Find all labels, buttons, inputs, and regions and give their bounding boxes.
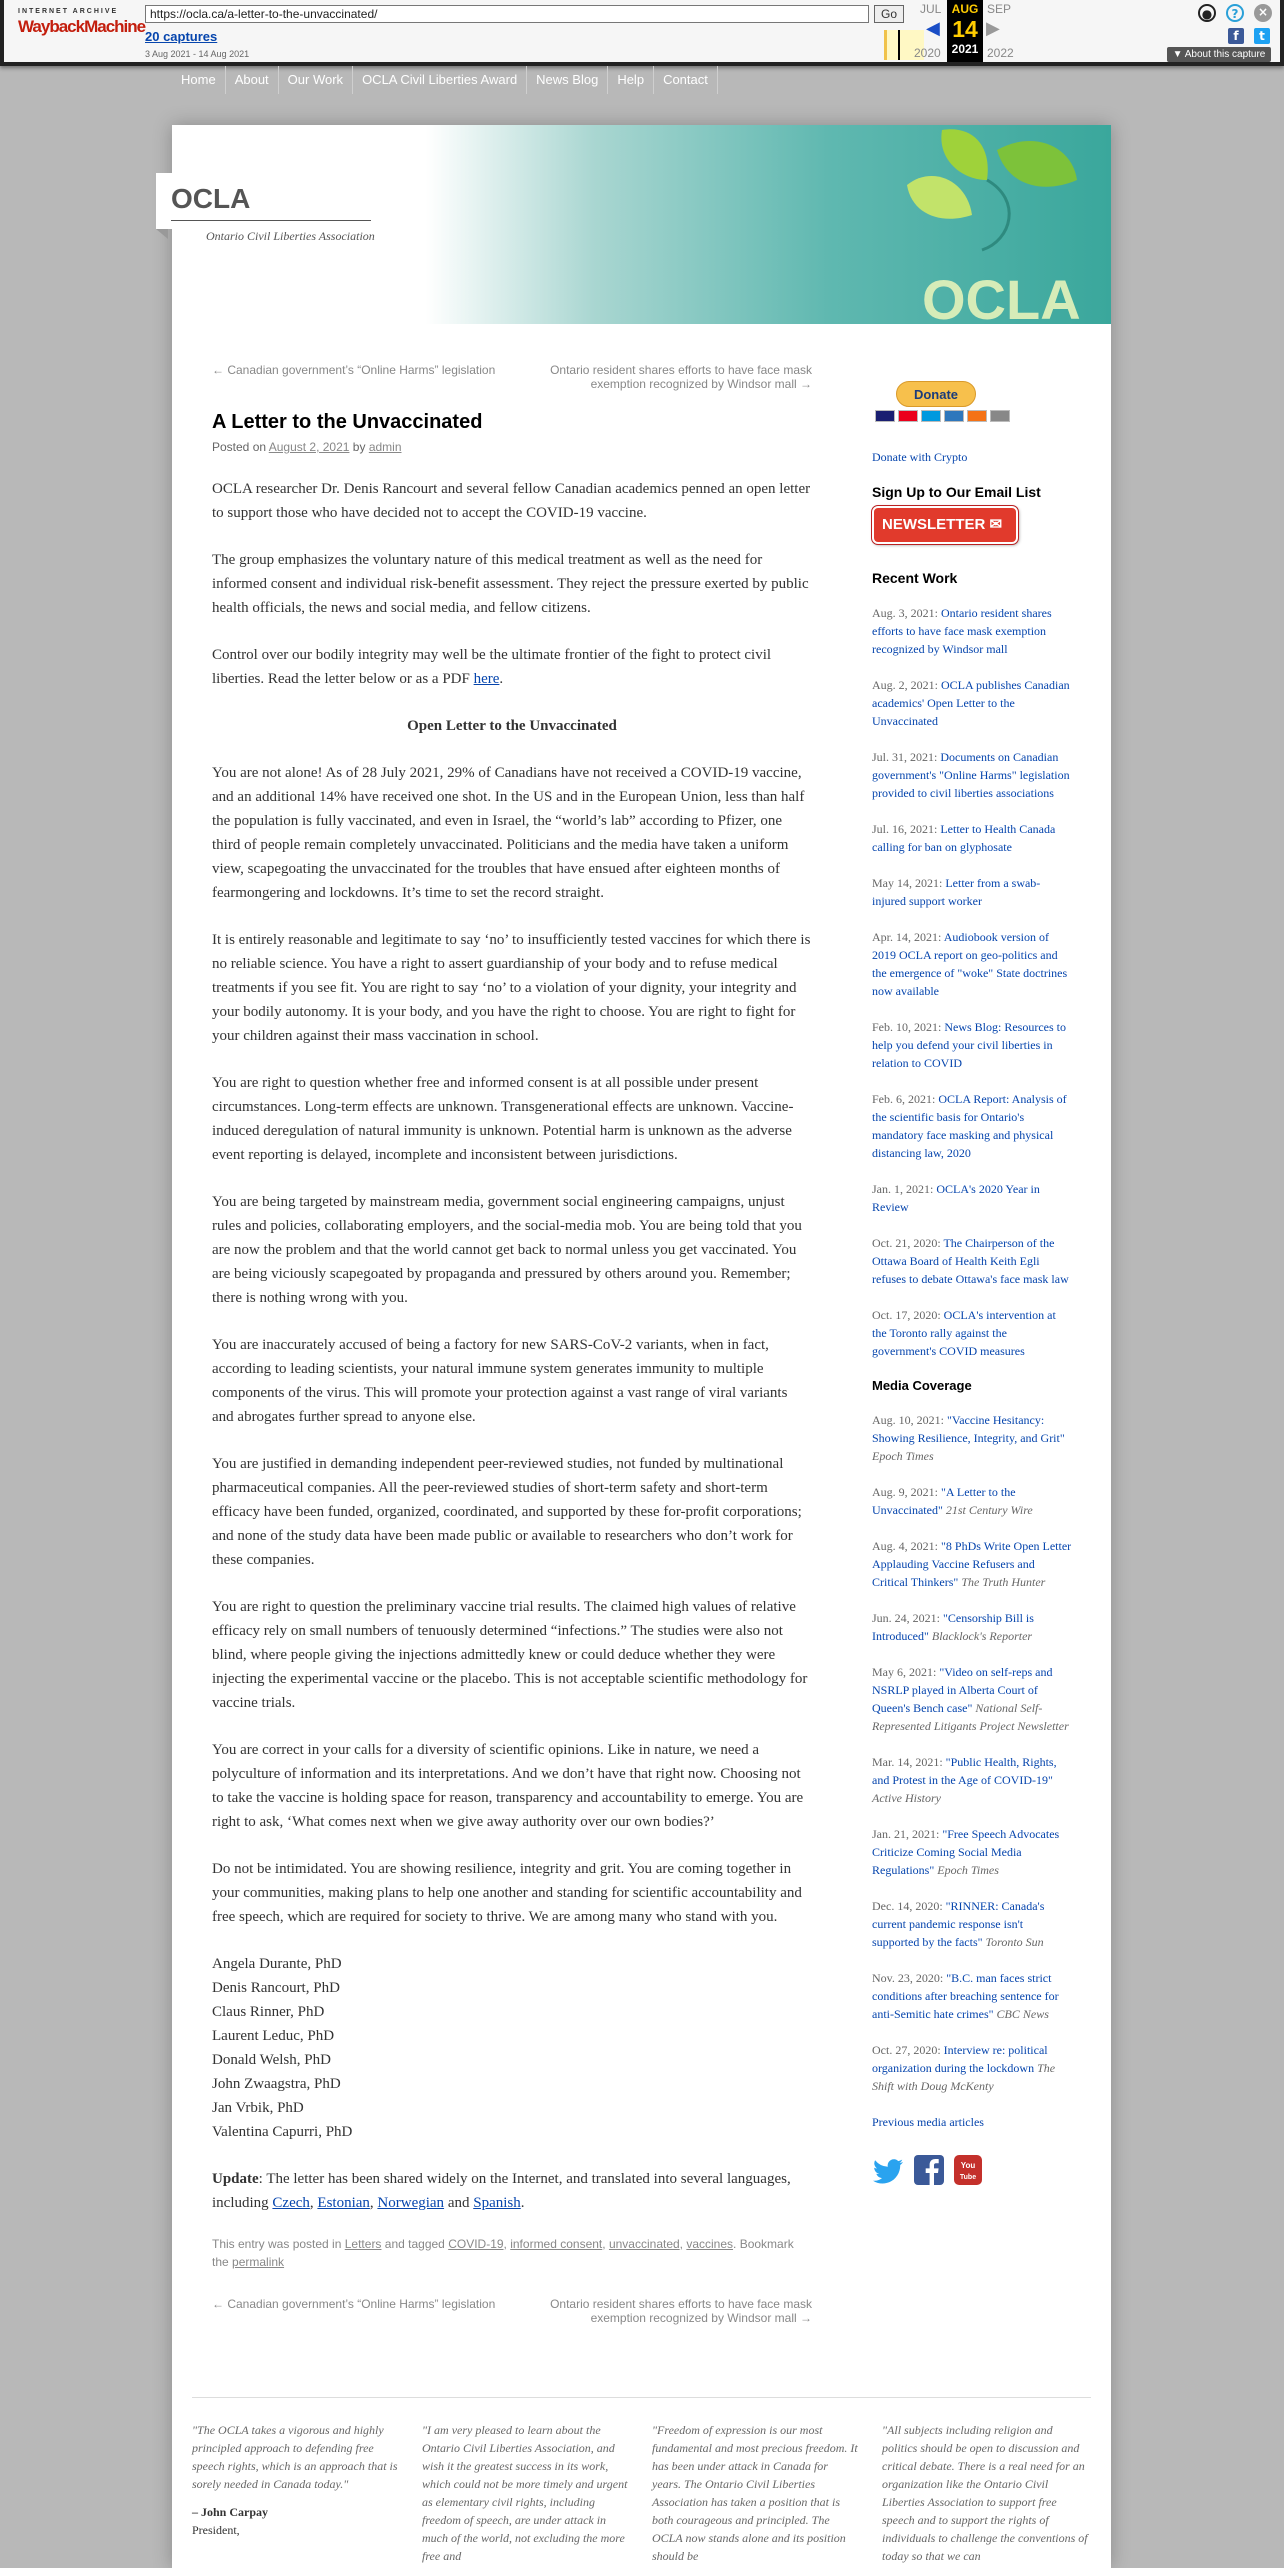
facebook-share-icon[interactable]: f — [1228, 28, 1244, 44]
media-article-link[interactable]: Interview re: political organization during the lockdown — [872, 2043, 1048, 2075]
media-article-link[interactable]: "B.C. man faces strict conditions after breaching sentence for anti-Semitic hate crimes" — [872, 1971, 1059, 2021]
tag-link[interactable]: informed consent — [510, 2237, 603, 2251]
prev-post-link[interactable]: ← Canadian government’s “Online Harms” legislation — [212, 363, 496, 377]
recent-work-link[interactable]: OCLA's 2020 Year in Review — [872, 1182, 1040, 1214]
media-article-link[interactable]: "A Letter to the Unvaccinated" — [872, 1485, 1016, 1517]
recent-work-item: Apr. 14, 2021: Audiobook version of 2019 OCLA report on geo-politics and the emergence of "woke" State doctrines now available — [872, 930, 1068, 998]
recent-work-link[interactable]: Documents on Canadian government's "Online Harms" legislation provided to civil liberties associations — [872, 750, 1070, 800]
nav-home[interactable]: Home — [172, 66, 226, 94]
nav-contact[interactable]: Contact — [654, 66, 718, 94]
bank-card-icon — [990, 410, 1010, 422]
media-item: Aug. 9, 2021: "A Letter to the Unvaccinated" 21st Century Wire — [872, 1485, 1033, 1517]
recent-work-list — [872, 604, 1072, 1360]
recent-work-link[interactable]: Ontario resident shares efforts to have face mask exemption recognized by Windsor mall — [872, 606, 1052, 656]
next-year[interactable]: 2022 — [987, 46, 1014, 60]
capture-date-range: 3 Aug 2021 - 14 Aug 2021 — [145, 49, 250, 59]
letter-paragraph: You are correct in your calls for a diversity of scientific opinions. Like in nature, we need a polyculture of information and its interpretations. And we don’t have that right now. Choosing not to take the vaccine is holding space for reason, transparency and accountability to emerge. You are right to ask, ‘What comes next when we give away authority over our own bodies?’ — [212, 1742, 804, 1830]
tag-link[interactable]: vaccines — [686, 2237, 734, 2251]
post-meta: Posted on August 2, 2021 by admin — [212, 440, 402, 454]
site-header — [171, 125, 1111, 331]
footer-divider — [192, 2397, 1091, 2398]
recent-work-link[interactable]: The Chairperson of the Ottawa Board of Health Keith Egli refuses to debate Ottawa's face mask law — [872, 1236, 1069, 1286]
donate-button[interactable]: Donate — [896, 381, 976, 407]
header-logo-text: OCLA — [922, 268, 1081, 331]
testimonial: "Freedom of expression is our most fundamental and most precious freedom. It has been under attack in Canada for years. The Ontario Civil Liberties Association has taken a position that is both courageous and principled. The OCLA now stands alone and its position should be — [652, 2423, 858, 2563]
nav-our-work[interactable]: Our Work — [279, 66, 353, 94]
tag-link[interactable]: unvaccinated — [608, 2237, 680, 2251]
translation-link-czech[interactable]: Czech — [272, 2195, 310, 2211]
category-link[interactable]: Letters — [344, 2237, 382, 2251]
recent-work-heading: Recent Work — [872, 570, 958, 586]
nav-help[interactable]: Help — [608, 66, 654, 94]
media-article-link[interactable]: "8 PhDs Write Open Letter Applauding Vaccine Refusers and Critical Thinkers" — [872, 1539, 1072, 1589]
prev-capture-arrow-icon[interactable]: ◀ — [926, 18, 940, 39]
intro-paragraph: Control over our bodily integrity may well be the ultimate frontier of the fight to protect civil liberties. Read the letter below or as a PDF here. — [212, 647, 772, 687]
twitter-icon[interactable] — [872, 2159, 904, 2185]
author-link[interactable]: admin — [368, 440, 402, 454]
facebook-icon[interactable] — [914, 2155, 944, 2185]
leaf-logo-graphic — [902, 125, 1111, 265]
next-post-link[interactable]: Ontario resident shares efforts to have face mask exemption recognized by Windsor mall → — [550, 2297, 812, 2325]
captures-link[interactable]: 20 captures — [145, 29, 218, 44]
signatory: Jan Vrbik, PhD — [212, 2100, 304, 2116]
payment-cards — [875, 410, 1072, 422]
pdf-link[interactable]: here — [473, 671, 500, 687]
letter-paragraph: It is entirely reasonable and legitimate to say ‘no’ to insufficiently tested vaccines for which there is no reliable science. You have a right to assert guardianship of your body and to refuse medical treatments if you see fit. You are right to say ‘no’ to a violation of your dignity, your integrity and your bodily autonomy. It is your body, and you have the right to choose. You are right to fight for your children against their mass vaccination in school. — [212, 932, 811, 1044]
main-nav — [172, 66, 718, 94]
recent-work-item: Jan. 1, 2021: OCLA's 2020 Year in Review — [872, 1182, 1040, 1214]
letter-heading: Open Letter to the Unvaccinated — [407, 718, 617, 734]
email-list-heading: Sign Up to Our Email List — [872, 484, 1041, 500]
url-input[interactable]: https://ocla.ca/a-letter-to-the-unvaccinated/ — [145, 5, 869, 23]
close-icon[interactable]: × — [1254, 4, 1272, 22]
donate-crypto-link[interactable]: Donate with Crypto — [872, 450, 968, 464]
next-month[interactable]: SEP — [987, 2, 1012, 16]
translation-link-spanish[interactable]: Spanish — [473, 2195, 521, 2211]
recent-work-link[interactable]: OCLA Report: Analysis of the scientific basis for Ontario's mandatory face masking and physical distancing law, 2020 — [872, 1092, 1067, 1160]
recent-work-item: Oct. 17, 2020: OCLA's intervention at the Toronto rally against the government's COVID measures — [872, 1308, 1056, 1358]
site-title[interactable]: OCLA — [171, 183, 251, 214]
media-source: Active History — [872, 1791, 941, 1805]
site-description: Ontario Civil Liberties Association — [206, 229, 375, 243]
media-item: Aug. 4, 2021: "8 PhDs Write Open Letter Applauding Vaccine Refusers and Critical Thinkers" The Truth Hunter — [872, 1539, 1072, 1589]
recent-work-link[interactable]: Letter to Health Canada calling for ban on glyphosate — [872, 822, 1056, 854]
title-divider — [171, 220, 371, 221]
media-item: Oct. 27, 2020: Interview re: political organization during the lockdown The Shift with Doug McKenty — [872, 2043, 1056, 2093]
media-article-link[interactable]: "Censorship Bill is Introduced" — [872, 1611, 1034, 1643]
media-source: Epoch Times — [937, 1863, 999, 1877]
site-title-box — [156, 173, 384, 229]
permalink-link[interactable]: permalink — [232, 2255, 285, 2269]
media-source: The Truth Hunter — [961, 1575, 1046, 1589]
nav-about[interactable]: About — [226, 66, 279, 94]
next-post-link[interactable]: Ontario resident shares efforts to have face mask exemption recognized by Windsor mall → — [550, 363, 812, 391]
testimonials — [192, 2421, 1092, 2565]
wayback-logo-text: WaybackMachine — [18, 17, 146, 36]
recent-work-link[interactable]: Audiobook version of 2019 OCLA report on geo-politics and the emergence of "woke" State doctrines now available — [872, 930, 1068, 998]
media-article-link[interactable]: "Public Health, Rights, and Protest in the Age of COVID-19" — [872, 1755, 1057, 1787]
envelope-icon: ✉ — [989, 516, 1003, 533]
recent-work-link[interactable]: Letter from a swab-injured support worker — [872, 876, 1041, 908]
media-item: Dec. 14, 2020: "RINNER: Canada's current pandemic response isn't supported by the facts" Toronto Sun — [872, 1899, 1045, 1949]
prev-post-link[interactable]: ← Canadian government’s “Online Harms” legislation — [212, 2297, 496, 2311]
intro-paragraph: OCLA researcher Dr. Denis Rancourt and several fellow Canadian academics penned an open letter to support those who have decided not to accept the COVID-19 vaccine. — [212, 481, 811, 521]
media-source: Blacklock's Reporter — [931, 1629, 1033, 1643]
post-nav-bottom — [212, 2297, 812, 2325]
signatory: Angela Durante, PhD — [212, 1956, 342, 1972]
signatory: Denis Rancourt, PhD — [212, 1980, 340, 1996]
post-date-link[interactable]: August 2, 2021 — [268, 440, 350, 454]
testimonial: "All subjects including religion and politics should be open to discussion and critical debate. There is a real need for an organization like the Ontario Civil Liberties Association to support free speech and to support the rights of individuals to challenge the conventions of today so that we can — [882, 2423, 1088, 2563]
letter-paragraph: You are not alone! As of 28 July 2021, 29% of Canadians have not received a COVID-19 vaccine, and an additional 14% have received one shot. In the US and in the European Union, less than half the population is fully vaccinated, and even in Israel, the “world’s lab” according to Pfizer, one third of people remain completely unvaccinated. Politicians and the media have taken a uniform view, scapegoating the unvaccinated for the troubles that have ensued after eighteen months of fearmongering and lockdowns. It’s time to set the record straight. — [212, 765, 805, 901]
nav-award[interactable]: OCLA Civil Liberties Award — [353, 66, 527, 94]
signatory: Donald Welsh, PhD — [212, 2052, 331, 2068]
newsletter-button[interactable]: NEWSLETTER ✉ — [872, 506, 1018, 544]
next-capture-arrow-icon[interactable]: ▶ — [986, 18, 1000, 39]
post-title: A Letter to the Unvaccinated — [212, 411, 483, 433]
recent-work-item: Aug. 3, 2021: Ontario resident shares efforts to have face mask exemption recognized by Windsor mall — [872, 606, 1052, 656]
social-links — [872, 2155, 1072, 2185]
previous-media-link[interactable]: Previous media articles — [872, 2115, 984, 2129]
recent-work-item: Jul. 31, 2021: Documents on Canadian government's "Online Harms" legislation provided to civil liberties associations — [872, 750, 1070, 800]
signatories-list — [212, 1952, 812, 2144]
letter-paragraph: You are being targeted by mainstream media, government social engineering campaigns, unjust rules and policies, collaborating employers, and the social-media mob. You are being told that you are now the problem and that the world cannot get back to normal unless you get vaccinated. You are being viciously scapegoated by propaganda and pressured by others around you. Remember; there is nothing wrong with you. — [212, 1194, 802, 1306]
page-wrapper — [172, 125, 1111, 2568]
media-article-link[interactable]: "Free Speech Advocates Criticize Coming Social Media Regulations" — [872, 1827, 1060, 1877]
nav-news-blog[interactable]: News Blog — [527, 66, 608, 94]
recent-work-link[interactable]: OCLA publishes Canadian academics' Open Letter to the Unvaccinated — [872, 678, 1070, 728]
post-nav-top — [212, 363, 812, 391]
signatory: Claus Rinner, PhD — [212, 2004, 325, 2020]
recent-work-item: Oct. 21, 2020: The Chairperson of the Ottawa Board of Health Keith Egli refuses to debate Ottawa's face mask law — [872, 1236, 1069, 1286]
signatory: Valentina Capurri, PhD — [212, 2124, 353, 2140]
about-capture-button[interactable]: ▼ About this capture — [1167, 47, 1271, 62]
media-source: 21st Century Wire — [945, 1503, 1033, 1517]
recent-work-link[interactable]: OCLA's intervention at the Toronto rally against the government's COVID measures — [872, 1308, 1056, 1358]
media-source: The Shift with Doug McKenty — [872, 2061, 1056, 2093]
recent-work-item: Aug. 2, 2021: OCLA publishes Canadian academics' Open Letter to the Unvaccinated — [872, 678, 1070, 728]
letter-paragraph: You are right to question the preliminary vaccine trial results. The claimed high values of relative efficacy rely on small numbers of tenuously determined “infections.” The studies were also not blind, where people giving the injections admittedly knew or could deduce whether they were injecting the experimental vaccine or the placebo. This is not acceptable scientific methodology for vaccine trials. — [212, 1599, 808, 1711]
letter-paragraph: You are justified in demanding independent peer-reviewed studies, not funded by multinational pharmaceutical companies. All the peer-reviewed studies of short-term safety and short-term efficacy have been funded, organized, coordinated, and supported by these for-profit corporations; and none of the study data have been made public or available to researchers who don’t work for these companies. — [212, 1456, 802, 1568]
letter-paragraph: You are right to question whether free and informed consent is at all possible under present circumstances. Long-term effects are unknown. Transgenerational effects are unknown. Vaccine-induced deregulation of natural immunity is unknown. Potential harm is unknown as the adverse event reporting is delayed, incomplete and inconsistent between jurisdictions. — [212, 1075, 794, 1163]
wayback-logo[interactable]: INTERNET ARCHIVE WaybackMachine — [18, 8, 148, 52]
media-item: Jan. 21, 2021: "Free Speech Advocates Criticize Coming Social Media Regulations" Epoch Times — [872, 1827, 1060, 1877]
media-coverage-heading: Media Coverage — [872, 1378, 972, 1393]
media-coverage-list — [872, 1411, 1072, 2095]
testimonial: "I am very pleased to learn about the Ontario Civil Liberties Association, and wish it the greatest success in its work, which could not be more timely and urgent as elementary civil rights, including freedom of speech, are under attack in much of the world, not excluding the more free and — [422, 2423, 628, 2563]
media-article-link[interactable]: "Video on self-reps and NSRLP played in Alberta Court of Queen's Bench case" — [872, 1665, 1053, 1715]
media-source: Toronto Sun — [985, 1935, 1044, 1949]
media-article-link[interactable]: "RINNER: Canada's current pandemic response isn't supported by the facts" — [872, 1899, 1045, 1949]
post-footer-meta: This entry was posted in Letters and tagged COVID-19, informed consent, unvaccinated, vaccines. Bookmark the permalink — [212, 2237, 794, 2269]
media-item: Aug. 10, 2021: "Vaccine Hesitancy: Showing Resilience, Integrity, and Grit" Epoch Times — [872, 1413, 1065, 1463]
youtube-icon[interactable] — [954, 2155, 982, 2185]
recent-work-item: Feb. 10, 2021: News Blog: Resources to help you defend your civil liberties in relation to COVID — [872, 1020, 1066, 1070]
wayback-toolbar — [0, 0, 1284, 66]
testimonial: "The OCLA takes a vigorous and highly principled approach to defending free speech rights, which is an approach that is sorely needed in Canada today." – John Carpay President, — [192, 2423, 398, 2537]
signatory: John Zwaagstra, PhD — [212, 2076, 341, 2092]
media-source: National Self-Represented Litigants Project Newsletter — [872, 1701, 1069, 1733]
translation-link-norwegian[interactable]: Norwegian — [377, 2195, 445, 2211]
media-source: Epoch Times — [872, 1449, 934, 1463]
translation-link-estonian[interactable]: Estonian — [317, 2195, 370, 2211]
prev-month[interactable]: JUL — [920, 2, 942, 16]
media-article-link[interactable]: "Vaccine Hesitancy: Showing Resilience, Integrity, and Grit" — [872, 1413, 1065, 1445]
update-paragraph: Update: The letter has been shared widely on the Internet, and translated into several languages, including Czech, Estonian, Norwegian and Spanish. — [212, 2171, 791, 2211]
recent-work-item: Feb. 6, 2021: OCLA Report: Analysis of the scientific basis for Ontario's mandatory face masking and physical distancing law, 2020 — [872, 1092, 1067, 1160]
user-icon[interactable]: ● — [1198, 4, 1216, 22]
intro-paragraph: The group emphasizes the voluntary nature of this medical treatment as well as the need for informed consent and individual risk-benefit assessment. They reject the pressure exerted by public health officials, the news and social media, and fellow citizens. — [212, 552, 809, 616]
signatory: Laurent Leduc, PhD — [212, 2028, 335, 2044]
recent-work-item: Jul. 16, 2021: Letter to Health Canada calling for ban on glyphosate — [872, 822, 1056, 854]
sidebar — [872, 381, 1072, 2185]
visa-card-icon — [875, 410, 895, 422]
mastercard-icon — [898, 410, 918, 422]
media-item: Jun. 24, 2021: "Censorship Bill is Introduced" Blacklock's Reporter — [872, 1611, 1034, 1643]
recent-work-item: May 14, 2021: Letter from a swab-injured support worker — [872, 876, 1041, 908]
letter-paragraph: Do not be intimidated. You are showing resilience, integrity and grit. You are coming together in your communities, making plans to help one another and standing for scientific accountability and free speech, which are required for society to thrive. We are among many who stand with you. — [212, 1861, 802, 1925]
amex-card-icon — [944, 410, 964, 422]
current-capture-date: AUG 14 2021 — [947, 0, 983, 62]
post-content — [212, 363, 812, 2325]
letter-paragraph: You are inaccurately accused of being a factory for new SARS-CoV-2 variants, when in fact, according to leading scientists, your natural immune system generates immunity to multiple components of the virus. This will promote your protection against a vast range of viral variants and abrogates further spread to anyone else. — [212, 1337, 788, 1425]
help-icon[interactable]: ? — [1226, 4, 1244, 22]
recent-work-link[interactable]: News Blog: Resources to help you defend your civil liberties in relation to COVID — [872, 1020, 1066, 1070]
media-item: Mar. 14, 2021: "Public Health, Rights, and Protest in the Age of COVID-19" Active History — [872, 1755, 1057, 1805]
discover-card-icon — [967, 410, 987, 422]
prev-year[interactable]: 2020 — [914, 46, 941, 60]
svg-text:You: You — [960, 2161, 976, 2170]
tag-link[interactable]: COVID-19 — [448, 2237, 504, 2251]
go-button[interactable]: Go — [874, 5, 904, 23]
media-source: CBC News — [996, 2007, 1049, 2021]
svg-text:Tube: Tube — [959, 2174, 977, 2181]
media-item: Nov. 23, 2020: "B.C. man faces strict conditions after breaching sentence for anti-Semitic hate crimes" CBC News — [872, 1971, 1059, 2021]
maestro-card-icon — [921, 410, 941, 422]
twitter-share-icon[interactable]: t — [1254, 28, 1270, 44]
media-item: May 6, 2021: "Video on self-reps and NSRLP played in Alberta Court of Queen's Bench case" National Self-Represented Litigants Project Newsletter — [872, 1665, 1069, 1733]
post-body — [212, 477, 812, 2215]
